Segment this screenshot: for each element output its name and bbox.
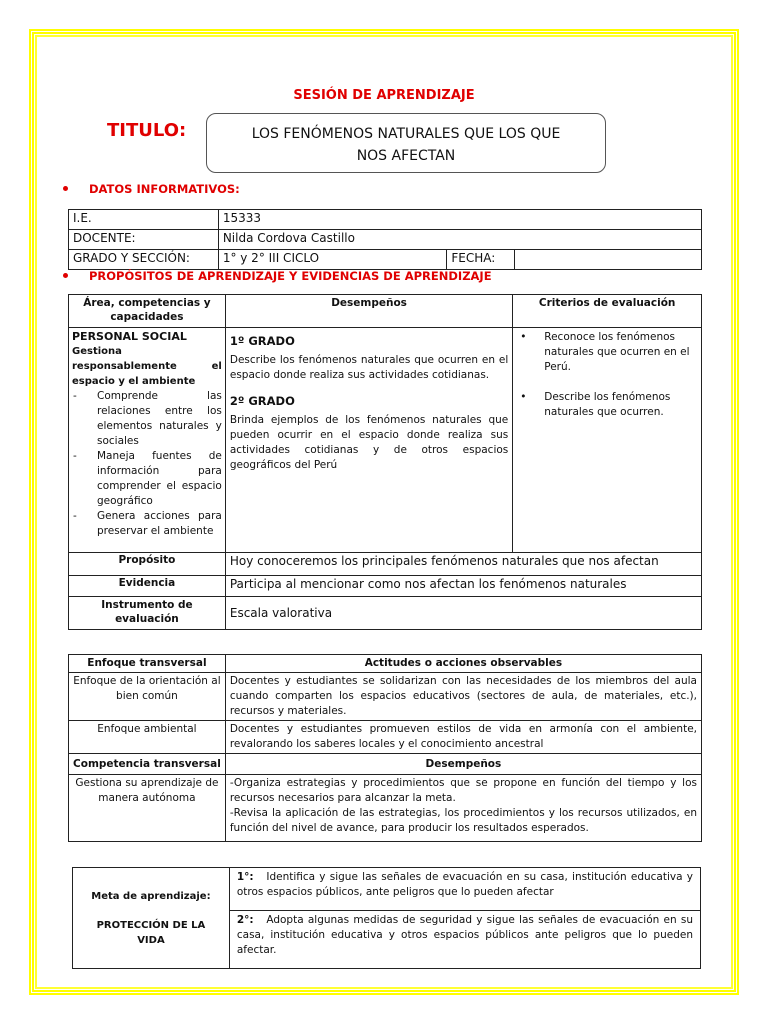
desempeno-text: -Organiza estrategias y procedimientos que se propone en función del tiempo y los recursos necesarios para alcanzar la meta.	[229, 777, 697, 804]
meta-grado1-cell	[229, 868, 700, 911]
table-row	[69, 754, 702, 775]
bullet-icon	[63, 186, 68, 191]
evidencia-label: Evidencia	[69, 576, 226, 597]
evidencia-value: Participa al mencionar como nos afectan los fenómenos naturales	[225, 576, 701, 597]
meta-g1-text: Identifica y sigue las señales de evacuación en su casa, institución educativa y otros espacios públicos, ante peligros que lo pueden afectar	[236, 871, 693, 898]
instrumento-label: Instrumento de evaluación	[69, 597, 226, 630]
propositos-table	[68, 294, 702, 630]
table-row	[69, 250, 702, 270]
table-row	[73, 868, 701, 911]
area-cell	[69, 328, 226, 553]
table-row	[69, 721, 702, 754]
grado2-text: Brinda ejemplos de los fenómenos naturales que pueden ocurrir en el espacio donde realiza sus actividades cotidianas y de otros espacios geográficos del Perú	[229, 414, 509, 471]
ie-value: 15333	[218, 210, 701, 230]
desempenos-cell	[225, 775, 701, 842]
instrumento-value: Escala valorativa	[225, 597, 701, 630]
grado2-title: 2º GRADO	[229, 394, 295, 408]
meta-grado2-cell	[229, 911, 700, 969]
datos-table	[68, 209, 702, 270]
table-row	[69, 210, 702, 230]
titulo-line-1: LOS FENÓMENOS NATURALES QUE LOS QUE	[251, 126, 561, 142]
ie-label: I.E.	[69, 210, 219, 230]
list-item: • Describe los fenómenos naturales que ocurren.	[517, 390, 697, 420]
table-row	[69, 597, 702, 630]
datos-heading-text: DATOS INFORMATIVOS:	[89, 182, 240, 196]
table-row	[69, 295, 702, 328]
col-actitudes-header: Actitudes o acciones observables	[225, 655, 701, 673]
area-title: PERSONAL SOCIAL	[72, 330, 187, 343]
meta-table	[72, 867, 701, 969]
desempenos-cell	[225, 328, 512, 553]
meta-label-cell	[73, 868, 230, 969]
criterios-cell	[513, 328, 702, 553]
list-item: - Maneja fuentes de información para comprender el espacio geográfico	[72, 449, 222, 509]
list-item: • Reconoce los fenómenos naturales que ocurren en el Perú.	[517, 330, 697, 375]
titulo-label: TITULO:	[107, 120, 187, 141]
competencia-text: Gestiona responsablemente el espacio y el ambiente	[72, 346, 222, 387]
table-row	[69, 673, 702, 721]
desempeno-text: -Revisa la aplicación de las estrategias, los procedimientos y los recursos utilizados, en función del nivel de avance, para producir los resultados esperados.	[229, 807, 697, 834]
table-row	[69, 553, 702, 576]
docente-value: Nilda Cordova Castillo	[218, 230, 701, 250]
proposito-value: Hoy conoceremos los principales fenómenos naturales que nos afectan	[225, 553, 701, 576]
meta-g1-label: 1°:	[236, 871, 254, 883]
proposito-label: Propósito	[69, 553, 226, 576]
col-desempenos-header: Desempeños	[225, 295, 512, 328]
table-row	[69, 576, 702, 597]
enfoques-table	[68, 654, 702, 842]
titulo-line-2: NOS AFECTAN	[356, 148, 456, 164]
bullet-icon	[63, 273, 68, 278]
criterios-list	[517, 330, 697, 420]
col-enfoque-header: Enfoque transversal	[69, 655, 226, 673]
grado-value: 1° y 2° III CICLO	[218, 250, 447, 270]
meta-g2-text: Adopta algunas medidas de seguridad y sigue las señales de evacuación en su casa, institución educativa y otros espacios públicos ante peligros que lo pueden afectar.	[236, 914, 693, 956]
propositos-heading	[63, 269, 492, 283]
enfoque-text: Docentes y estudiantes promueven estilos de vida en armonía con el ambiente, revalorando los saberes locales y el conocimiento ancestral	[225, 721, 701, 754]
meta-label: Meta de aprendizaje:	[91, 890, 211, 902]
col-desempenos-header: Desempeños	[225, 754, 701, 775]
enfoque-text: Docentes y estudiantes se solidarizan con las necesidades de los miembros del aula cuando comparten los espacios educativos (sectores de aula, de materiales, etc.), recursos y materiales.	[225, 673, 701, 721]
table-row	[69, 230, 702, 250]
enfoque-name: Enfoque de la orientación al bien común	[69, 673, 226, 721]
fecha-label: FECHA:	[447, 250, 515, 270]
list-item: - Genera acciones para preservar el ambiente	[72, 509, 222, 539]
datos-heading	[63, 182, 240, 196]
meta-subject: PROTECCIÓN DE LA VIDA	[96, 919, 206, 946]
grado1-title: 1º GRADO	[229, 334, 295, 348]
docente-label: DOCENTE:	[69, 230, 219, 250]
competencia-transversal: Gestiona su aprendizaje de manera autónoma	[69, 775, 226, 842]
col-competencia-header: Competencia transversal	[69, 754, 226, 775]
col-criterios-header: Criterios de evaluación	[513, 295, 702, 328]
grado-label: GRADO Y SECCIÓN:	[69, 250, 219, 270]
capacidades-list	[72, 389, 222, 539]
titulo-box	[206, 113, 606, 173]
fecha-value	[515, 250, 702, 270]
propositos-heading-text: PROPÓSITOS DE APRENDIZAJE Y EVIDENCIAS DE APRENDIZAJE	[89, 269, 492, 283]
table-row	[69, 328, 702, 553]
table-row	[69, 655, 702, 673]
meta-g2-label: 2°:	[236, 914, 254, 926]
enfoque-name: Enfoque ambiental	[69, 721, 226, 754]
grado1-text: Describe los fenómenos naturales que ocurren en el espacio donde realiza sus actividades cotidianas.	[229, 354, 509, 381]
list-item: - Comprende las relaciones entre los elementos naturales y sociales	[72, 389, 222, 449]
session-title: SESIÓN DE APRENDIZAJE	[293, 88, 475, 103]
col-area-header: Área, competencias y capacidades	[69, 295, 226, 328]
table-row	[69, 775, 702, 842]
